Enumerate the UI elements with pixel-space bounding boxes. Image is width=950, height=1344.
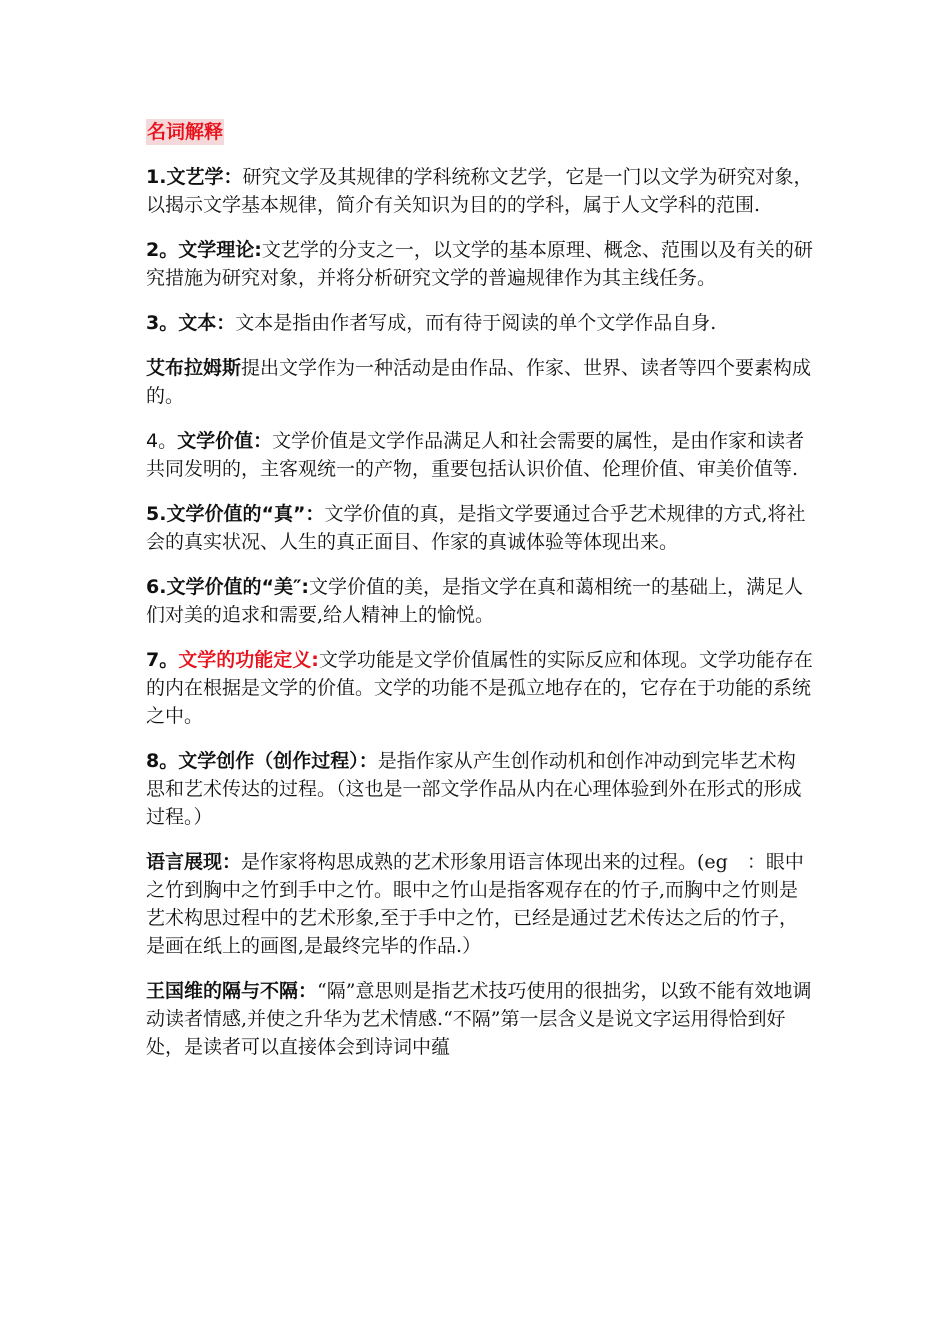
- definition-entry-1: [146, 163, 814, 219]
- section-heading: 名词解释: [147, 121, 224, 143]
- entry-term: 艾布拉姆斯: [146, 357, 242, 379]
- entry-body: 文学价值的真，是指文学要通过合乎艺术规律的方式,将社会的真实状况、人生的真正面目、作家的真诚体验等体现出来。: [146, 503, 806, 553]
- definition-entry-2: [146, 236, 814, 292]
- entry-term: 文学创作（创作过程）：: [178, 750, 378, 772]
- definition-entry-5: [146, 500, 814, 556]
- definition-entry-6: [146, 573, 814, 629]
- entry-body: 是作家将构思成熟的艺术形象用语言体现出来的过程。(eg ：眼中之竹到胸中之竹到手中之竹。眼中之竹山是指客观存在的竹子,而胸中之竹则是艺术构思过程中的艺术形象,至于手中之竹，已经是通过艺术传达之后的竹子，是画在纸上的画图,是最终完毕的作品.）: [146, 851, 804, 957]
- definition-entry-8: [146, 747, 814, 831]
- entry-number: 8。: [146, 750, 179, 772]
- entry-term: 文学价值：: [177, 430, 273, 452]
- entry-number: 7。: [146, 649, 179, 671]
- entry-term: 语言展现：: [146, 851, 242, 873]
- entry-term: 文学价值的“真”：: [166, 503, 325, 525]
- definition-entry-4: [146, 427, 814, 483]
- entry-term: 王国维的隔与不隔：: [146, 980, 318, 1002]
- entry-term: 文本：: [178, 312, 236, 334]
- entry-body: 文学功能是文学价值属性的实际反应和体现。文学功能存在的内在根据是文学的价值。文学的功能不是孤立地存在的，它存在于功能的系统之中。: [146, 649, 813, 727]
- entry-term: 文学理论:: [178, 239, 262, 261]
- entry-term: 文艺学：: [166, 166, 243, 188]
- entry-number: 5.: [146, 503, 167, 525]
- entry-number: 6.: [146, 576, 167, 598]
- entry-body: 是指作家从产生创作动机和创作冲动到完毕艺术构思和艺术传达的过程。（这也是一部文学作品从内在心理体验到外在形式的形成过程。）: [146, 750, 802, 828]
- entry-body: 文学价值是文学作品满足人和社会需要的属性，是由作家和读者共同发明的，主客观统一的产物，重要包括认识价值、伦理价值、审美价值等.: [146, 430, 805, 480]
- entry-number: 2。: [146, 239, 179, 261]
- document-page: [146, 118, 814, 1078]
- entry-body: 文学价值的美，是指文学在真和蔼相统一的基础上，满足人们对美的追求和需要,给人精神上的愉悦。: [146, 576, 804, 626]
- entry-term: 文学价值的“美″:: [166, 576, 310, 598]
- entry-body: 提出文学作为一种活动是由作品、作家、世界、读者等四个要素构成的。: [146, 357, 812, 407]
- entry-body: 文本是指由作者写成，而有待于阅读的单个文学作品自身.: [235, 312, 717, 334]
- entry-number: 1.: [146, 166, 167, 188]
- entry-term-highlighted: 文学的功能定义:: [178, 649, 319, 671]
- entry-body: 研究文学及其规律的学科统称文艺学，它是一门以文学为研究对象，以揭示文学基本规律，简介有关知识为目的的学科，属于人文学科的范围.: [146, 166, 813, 216]
- definition-entry-3: [146, 309, 814, 337]
- definition-entry-wang-guowei: [146, 977, 814, 1061]
- entry-number: 4。: [146, 430, 178, 452]
- entry-body: “隔”意思则是指艺术技巧使用的很拙劣，以致不能有效地调动读者情感,并使之升华为艺术情感.“不隔”第一层含义是说文字运用得恰到好处，是读者可以直接体会到诗词中蕴: [146, 980, 812, 1058]
- entry-number: 3。: [146, 312, 179, 334]
- entry-body: 文艺学的分支之一，以文学的基本原理、概念、范围以及有关的研究措施为研究对象，并将分析研究文学的普遍规律作为其主线任务。: [146, 239, 813, 289]
- definition-entry-language: [146, 848, 814, 960]
- definition-entry-abrams: [146, 354, 814, 410]
- definition-entry-7: [146, 646, 814, 730]
